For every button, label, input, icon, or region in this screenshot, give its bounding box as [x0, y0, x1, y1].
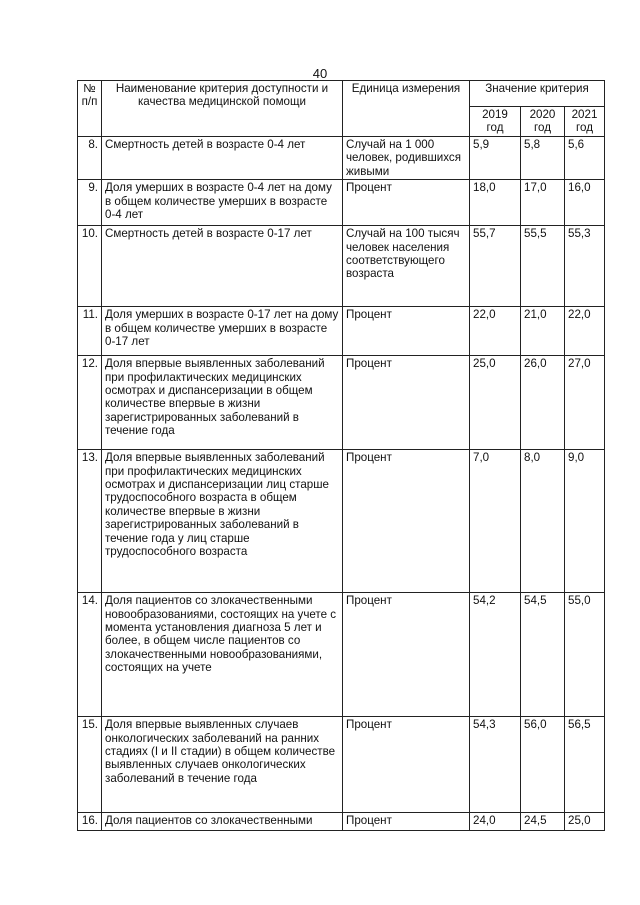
value-2020: 17,0: [521, 180, 565, 226]
value-2019: 25,0: [470, 356, 521, 450]
criterion-name: Доля пациентов со злокачественными новообразованиями, состоящих на учете с момента установления диагноза 5 лет и более, в общем числе пациентов со злокачественными новообразованиями, состоящих на учете: [102, 593, 343, 717]
header-num: № п/п: [78, 81, 102, 137]
value-2021: 9,0: [565, 450, 605, 593]
table-row: [78, 137, 605, 180]
table-header: [78, 81, 605, 137]
table-row: [78, 717, 605, 813]
unit: Процент: [343, 593, 470, 717]
criterion-name: Доля пациентов со злокачественными: [102, 813, 343, 831]
row-number: 10.: [78, 226, 102, 307]
value-2020: 8,0: [521, 450, 565, 593]
unit: Процент: [343, 307, 470, 356]
unit: Случай на 1 000 человек, родившихся живыми: [343, 137, 470, 180]
criterion-name: Доля впервые выявленных заболеваний при профилактических медицинских осмотрах и диспансеризации в общем количестве впервые в жизни зарегистрированных заболеваний в течение года: [102, 356, 343, 450]
row-number: 14.: [78, 593, 102, 717]
header-year-2021: 2021 год: [565, 107, 605, 137]
value-2019: 54,3: [470, 717, 521, 813]
value-2019: 54,2: [470, 593, 521, 717]
value-2020: 26,0: [521, 356, 565, 450]
value-2019: 7,0: [470, 450, 521, 593]
header-unit: Единица измерения: [343, 81, 470, 137]
table-row: [78, 180, 605, 226]
table-row: [78, 813, 605, 831]
criteria-table: [77, 80, 605, 831]
value-2020: 54,5: [521, 593, 565, 717]
value-2020: 55,5: [521, 226, 565, 307]
value-2021: 55,3: [565, 226, 605, 307]
value-2020: 5,8: [521, 137, 565, 180]
value-2019: 55,7: [470, 226, 521, 307]
row-number: 12.: [78, 356, 102, 450]
criterion-name: Доля умерших в возрасте 0-4 лет на дому в общем количестве умерших в возрасте 0-4 лет: [102, 180, 343, 226]
row-number: 9.: [78, 180, 102, 226]
value-2021: 55,0: [565, 593, 605, 717]
criterion-name: Доля умерших в возрасте 0-17 лет на дому в общем количестве умерших в возрасте 0-17 лет: [102, 307, 343, 356]
header-criterion-name: Наименование критерия доступности и качества медицинской помощи: [102, 81, 343, 137]
value-2021: 25,0: [565, 813, 605, 831]
table-row: [78, 307, 605, 356]
value-2021: 56,5: [565, 717, 605, 813]
table-row: [78, 450, 605, 593]
unit: Процент: [343, 717, 470, 813]
unit: Процент: [343, 180, 470, 226]
unit: Процент: [343, 813, 470, 831]
table-row: [78, 593, 605, 717]
criterion-name: Смертность детей в возрасте 0-4 лет: [102, 137, 343, 180]
value-2020: 21,0: [521, 307, 565, 356]
value-2020: 24,5: [521, 813, 565, 831]
criterion-name: Доля впервые выявленных случаев онкологических заболеваний на ранних стадиях (I и II стадии) в общем количестве выявленных случаев онкологических заболеваний в течение года: [102, 717, 343, 813]
value-2020: 56,0: [521, 717, 565, 813]
row-number: 8.: [78, 137, 102, 180]
row-number: 15.: [78, 717, 102, 813]
page-number: 40: [312, 66, 328, 81]
value-2021: 22,0: [565, 307, 605, 356]
value-2019: 22,0: [470, 307, 521, 356]
value-2019: 5,9: [470, 137, 521, 180]
table-row: [78, 226, 605, 307]
header-year-2019: 2019 год: [470, 107, 521, 137]
value-2021: 27,0: [565, 356, 605, 450]
value-2021: 16,0: [565, 180, 605, 226]
header-value-group: Значение критерия: [470, 81, 605, 107]
table-row: [78, 356, 605, 450]
unit: Процент: [343, 356, 470, 450]
value-2019: 18,0: [470, 180, 521, 226]
row-number: 16.: [78, 813, 102, 831]
value-2019: 24,0: [470, 813, 521, 831]
row-number: 11.: [78, 307, 102, 356]
unit: Процент: [343, 450, 470, 593]
criterion-name: Доля впервые выявленных заболеваний при профилактических медицинских осмотрах и диспансеризации лиц старше трудоспособного возраста в общем количестве впервые в жизни зарегистрированных заболеваний в течение года у лиц старше трудоспособного возраста: [102, 450, 343, 593]
row-number: 13.: [78, 450, 102, 593]
unit: Случай на 100 тысяч человек населения соответствующего возраста: [343, 226, 470, 307]
header-year-2020: 2020 год: [521, 107, 565, 137]
value-2021: 5,6: [565, 137, 605, 180]
criterion-name: Смертность детей в возрасте 0-17 лет: [102, 226, 343, 307]
